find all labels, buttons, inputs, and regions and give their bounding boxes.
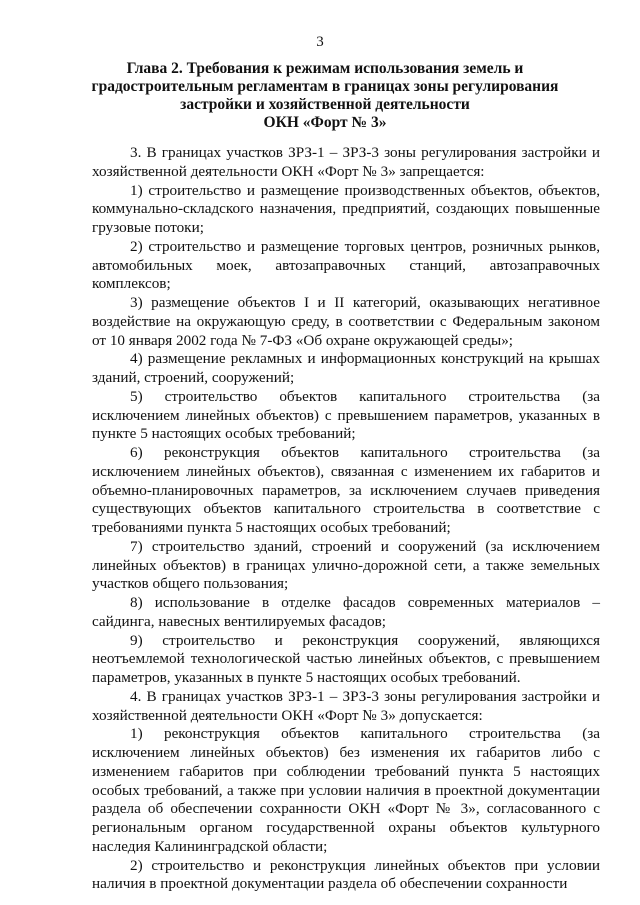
paragraph-item-7: 7) строительство зданий, строений и сооружений (за исключением линейных объектов) в границах улично-дорожной сети, а также земельных участков общего пользования; (92, 537, 600, 593)
paragraph-item-2: 2) строительство и размещение торговых центров, розничных рынков, автомобильных моек, автозаправочных станций, автозаправочных комплексов; (92, 237, 600, 293)
document-body (92, 144, 600, 894)
page-number: 3 (316, 34, 324, 50)
heading-line: ОКН «Форт № 3» (263, 114, 387, 131)
paragraph-item-6: 6) реконструкция объектов капитального строительства (за исключением линейных объектов), связанная с изменением их габаритов и объемно-планировочных параметров, за исключением случаев приведения существующих объектов капитального строительства в соответствие с требованиями пункта 5 настоящих особых требований; (92, 444, 600, 536)
chapter-heading (90, 60, 560, 132)
paragraph-clause-3: 3. В границах участков ЗРЗ-1 – ЗРЗ-3 зоны регулирования застройки и хозяйственной деятельности ОКН «Форт № 3» запрещается: (92, 144, 600, 180)
paragraph-item-8: 8) использование в отделке фасадов современных материалов – сайдинга, навесных вентилируемых фасадов; (92, 594, 600, 630)
paragraph-item-3: 3) размещение объектов I и II категорий, оказывающих негативное воздействие на окружающую среду, в соответствии с Федеральным законом от 10 января 2002 года № 7-ФЗ «Об охране окружающей среды»; (92, 294, 600, 349)
heading-line: застройки и хозяйственной деятельности (180, 96, 470, 113)
heading-line: Глава 2. Требования к режимам использования земель и (126, 60, 524, 77)
paragraph-item-1: 1) строительство и размещение производственных объектов, объектов, коммунально-складского назначения, предприятий, создающих повышенные грузовые потоки; (92, 181, 600, 236)
heading-line: градостроительным регламентам в границах зоны регулирования (91, 78, 559, 95)
paragraph-item-9: 9) строительство и реконструкция сооружений, являющихся неотъемлемой технологической частью линейных объектов, с превышением параметров, указанных в пункте 5 настоящих особых требований. (92, 631, 600, 686)
paragraph-item-4: 4) размещение рекламных и информационных конструкций на крышах зданий, строений, сооружений; (92, 350, 600, 386)
paragraph-permitted-item-1: 1) реконструкция объектов капитального строительства (за исключением линейных объектов) без изменения их габаритов либо с изменением габаритов при соблюдении требований пункта 5 настоящих особых требований, а также при условии наличия в проектной документации раздела об обеспечении сохранности ОКН «Форт № 3», согласованного с региональным органом государственной охраны объектов культурного наследия Калининградской области; (92, 725, 600, 855)
paragraph-item-5: 5) строительство объектов капитального строительства (за исключением линейных объектов) с превышением параметров, указанных в пункте 5 настоящих особых требований; (92, 387, 600, 443)
paragraph-permitted-item-2: 2) строительство и реконструкция линейных объектов при условии наличия в проектной документации раздела об обеспечении сохранности (92, 856, 600, 893)
paragraph-clause-4: 4. В границах участков ЗРЗ-1 – ЗРЗ-3 зоны регулирования застройки и хозяйственной деятельности ОКН «Форт № 3» допускается: (92, 687, 600, 724)
